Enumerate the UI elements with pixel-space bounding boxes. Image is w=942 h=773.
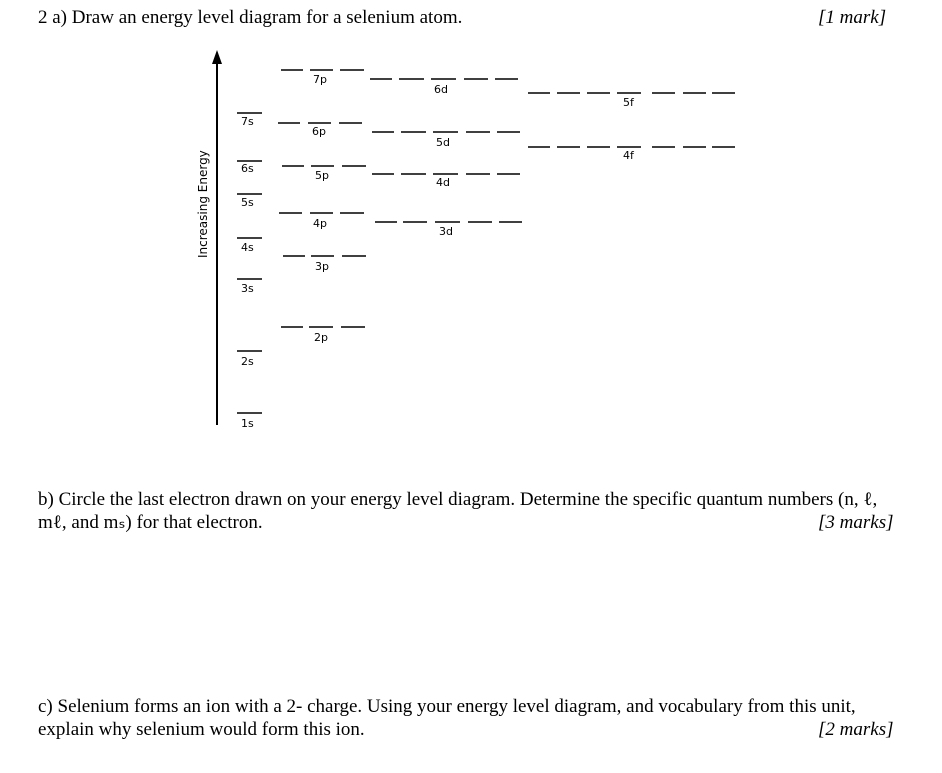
orbital-4f-label: 4f <box>623 149 634 162</box>
question-b-marks: [3 marks] <box>818 512 894 533</box>
question-a-text: 2 a) Draw an energy level diagram for a selenium atom. <box>38 7 463 28</box>
question-b-line1: b) Circle the last electron drawn on your energy level diagram. Determine the specific quantum numbers (n, ℓ, <box>38 489 878 510</box>
orbital-4p <box>279 213 364 230</box>
orbital-3p-label: 3p <box>315 260 329 273</box>
orbital-4s-label: 4s <box>241 241 254 254</box>
orbital-3p <box>283 256 366 273</box>
orbital-1s-label: 1s <box>241 417 254 430</box>
orbital-4p-label: 4p <box>313 217 327 230</box>
question-c-line2: explain why selenium would form this ion. <box>38 719 365 740</box>
orbital-5d <box>372 132 520 149</box>
orbital-6d-label: 6d <box>434 83 448 96</box>
orbital-6d <box>370 79 518 96</box>
orbital-4f <box>528 147 735 162</box>
orbital-6s-label: 6s <box>241 162 254 175</box>
energy-axis-label: Increasing Energy <box>196 150 210 258</box>
d-orbitals <box>370 79 522 238</box>
orbital-5s-label: 5s <box>241 196 254 209</box>
orbital-3d <box>375 222 522 238</box>
question-c-line1: c) Selenium forms an ion with a 2- charge. Using your energy level diagram, and vocabulary from this unit, <box>38 696 856 717</box>
orbital-4d-label: 4d <box>436 176 450 189</box>
orbital-4d <box>372 174 520 189</box>
orbital-7p <box>281 70 364 86</box>
orbital-3s-label: 3s <box>241 282 254 295</box>
f-orbitals <box>528 93 735 162</box>
orbital-5d-label: 5d <box>436 136 450 149</box>
orbital-2p-label: 2p <box>314 331 328 344</box>
orbital-7p-label: 7p <box>313 73 327 86</box>
orbital-7s-label: 7s <box>241 115 254 128</box>
orbital-2p <box>281 327 365 344</box>
question-b-line2: mℓ, and mₛ) for that electron. <box>38 512 263 533</box>
orbital-5f-label: 5f <box>623 96 634 109</box>
p-orbitals <box>278 70 366 344</box>
orbital-5f <box>528 93 735 109</box>
orbital-6p <box>278 123 362 138</box>
orbital-3d-label: 3d <box>439 225 453 238</box>
question-a-marks: [1 mark] <box>818 7 887 28</box>
orbital-5p <box>282 166 366 182</box>
energy-axis-arrowhead <box>212 50 222 64</box>
question-c-marks: [2 marks] <box>818 719 894 740</box>
s-orbitals <box>237 113 262 430</box>
orbital-5p-label: 5p <box>315 169 329 182</box>
orbital-6p-label: 6p <box>312 125 326 138</box>
orbital-2s-label: 2s <box>241 355 254 368</box>
